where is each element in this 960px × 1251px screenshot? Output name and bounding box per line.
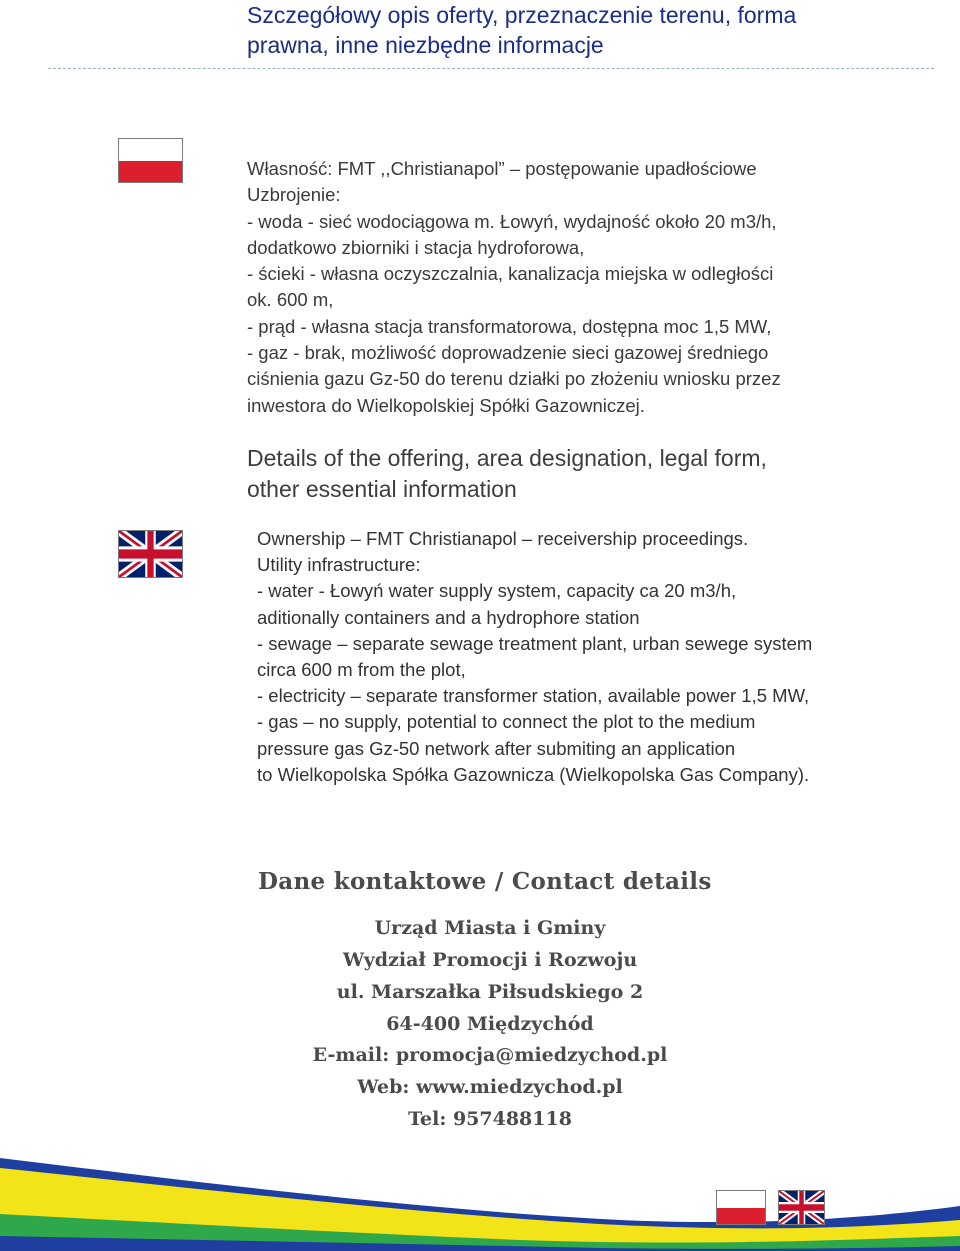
polish-line: ok. 600 m, <box>247 289 334 311</box>
contact-phone: Tel: 957488118 <box>408 1108 572 1130</box>
english-line: Utility infrastructure: <box>257 554 421 576</box>
contact-department: Wydział Promocji i Rozwoju <box>342 949 638 971</box>
uk-flag-icon <box>778 1190 825 1225</box>
polish-line: - prąd - własna stacja transformatorowa, dostępna moc 1,5 MW, <box>247 315 772 337</box>
english-line: - sewage – separate sewage treatment plant, urban sewege system <box>257 632 813 654</box>
contact-street: ul. Marszałka Piłsudskiego 2 <box>336 981 644 1003</box>
polish-line: inwestora do Wielkopolskiej Spółki Gazowniczej. <box>247 394 645 416</box>
english-title-line: other essential information <box>247 476 517 502</box>
english-line: circa 600 m from the plot, <box>257 659 466 681</box>
english-line: pressure gas Gz-50 network after submiting an application <box>257 737 736 759</box>
english-line: - electricity – separate transformer station, available power 1,5 MW, <box>257 685 810 707</box>
english-line: Ownership – FMT Christianapol – receivership proceedings. <box>257 528 749 549</box>
contact-web[interactable]: Web: www.miedzychod.pl <box>357 1076 623 1098</box>
english-line: to Wielkopolska Spółka Gazownicza (Wielkopolska Gas Company). <box>257 763 810 785</box>
polish-line: Uzbrojenie: <box>247 184 341 206</box>
english-line: - water - Łowyń water supply system, capacity ca 20 m3/h, <box>257 580 737 602</box>
polish-title-line: prawna, inne niezbędne informacje <box>247 32 604 58</box>
poland-flag-icon <box>118 138 183 183</box>
polish-line: - gaz - brak, możliwość doprowadzenie sieci gazowej średniego <box>247 342 769 364</box>
english-line: - gas – no supply, potential to connect the plot to the medium <box>257 711 756 733</box>
polish-line: Własność: FMT ,,Christianapol” – postępowanie upadłościowe <box>247 158 757 179</box>
polish-description <box>247 156 847 419</box>
contact-office: Urząd Miasta i Gminy <box>374 917 606 939</box>
polish-line: - woda - sieć wodociągowa m. Łowyń, wydajność około 20 m3/h, <box>247 210 777 232</box>
contact-heading: Dane kontaktowe / Contact details <box>258 868 712 895</box>
english-section-title <box>247 443 867 505</box>
english-title-line: Details of the offering, area designation, legal form, <box>247 445 767 471</box>
english-description <box>257 526 897 788</box>
polish-title-line: Szczegółowy opis oferty, przeznaczenie terenu, forma <box>247 2 797 28</box>
polish-line: - ścieki - własna oczyszczalnia, kanalizacja miejska w odległości <box>247 263 774 285</box>
contact-city: 64-400 Międzychód <box>386 1013 594 1035</box>
polish-line: dodatkowo zbiorniki i stacja hydroforowa, <box>247 236 585 258</box>
polish-section-title <box>247 0 927 60</box>
polish-line: ciśnienia gazu Gz-50 do terenu działki po złożeniu wniosku przez <box>247 368 781 390</box>
uk-flag-icon <box>118 530 183 578</box>
poland-flag-icon <box>716 1190 766 1225</box>
dashed-divider <box>48 68 934 69</box>
contact-email[interactable]: E-mail: promocja@miedzychod.pl <box>312 1044 668 1066</box>
english-line: aditionally containers and a hydrophore station <box>257 606 640 628</box>
